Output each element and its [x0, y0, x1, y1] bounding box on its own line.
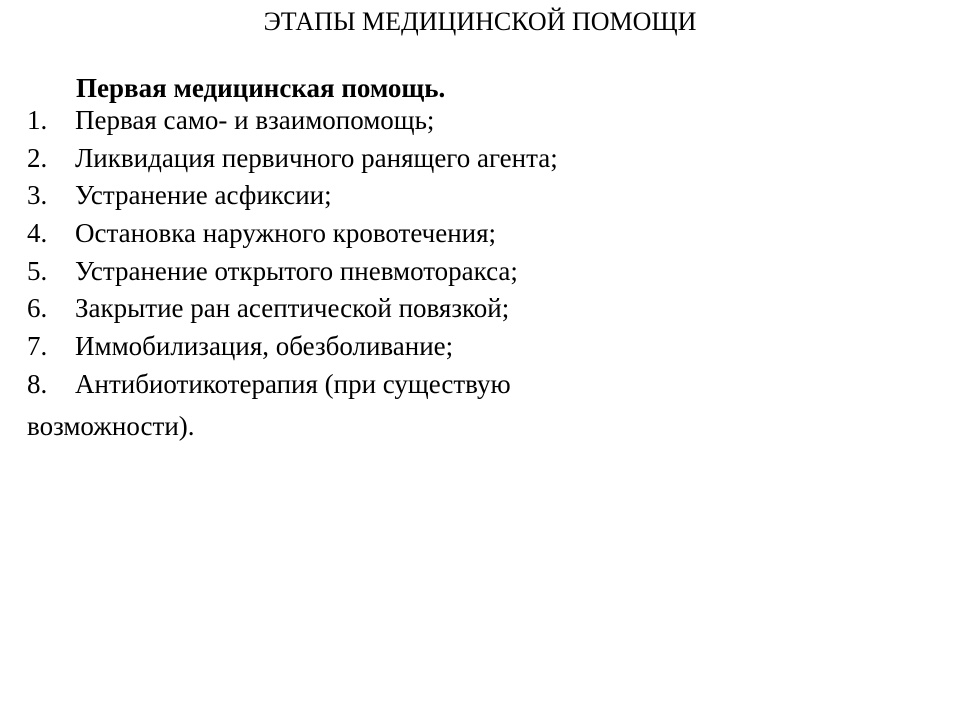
list-item-number: 1. — [27, 105, 48, 135]
list-item-text: Остановка наружного кровотечения; — [75, 218, 497, 249]
list-item-number: 3. — [27, 180, 48, 211]
list-item-text: Первая само- и взаимопомощь; — [75, 105, 435, 135]
list-item-number: 4. — [27, 218, 48, 249]
list-item-text: Ликвидация первичного ранящего агента; — [75, 142, 558, 173]
list-item — [0, 290, 960, 328]
list-item — [0, 102, 960, 140]
list-item-text: Устранение асфиксии; — [75, 180, 332, 211]
list-item-text: Иммобилизация, обезболивание; — [75, 331, 454, 362]
list-item — [0, 177, 960, 215]
list-item — [0, 328, 960, 366]
list-item-number: 5. — [27, 255, 48, 286]
slide-title: ЭТАПЫ МЕДИЦИНСКОЙ ПОМОЩИ — [263, 7, 697, 36]
list-item — [0, 253, 960, 291]
list-item-text: Устранение открытого пневмоторакса; — [75, 255, 518, 286]
numbered-list — [0, 102, 960, 404]
list-item — [0, 366, 960, 404]
list-item-number: 7. — [27, 331, 48, 362]
list-item-continuation: возможности). — [27, 411, 195, 441]
list-item-number: 8. — [27, 368, 48, 399]
list-item-number: 6. — [27, 293, 48, 324]
list-item — [0, 215, 960, 253]
list-item-text: Антибиотикотерапия (при существую — [75, 368, 511, 399]
section-heading: Первая медицинская помощь. — [76, 73, 446, 103]
list-item — [0, 140, 960, 178]
list-item-text: Закрытие ран асептической повязкой; — [75, 293, 510, 324]
list-item-number: 2. — [27, 142, 48, 173]
